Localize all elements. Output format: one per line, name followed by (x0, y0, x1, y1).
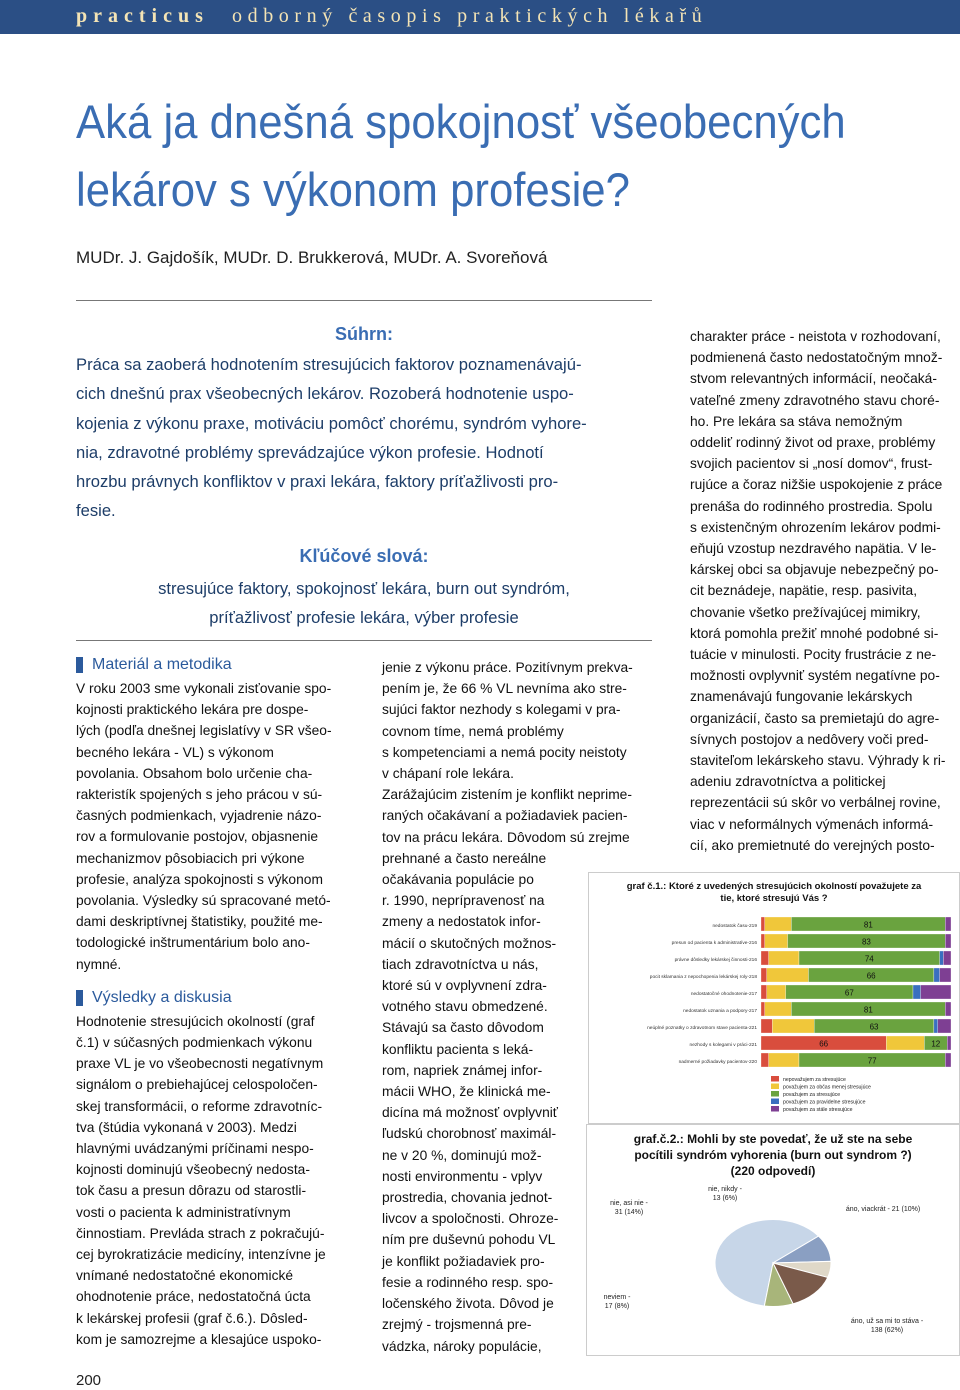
data-label: 63 (869, 1022, 879, 1032)
body-line: podmienená často nedostatočným množ- (690, 350, 943, 366)
body-line: kom je samozrejme a klesajúce uspoko- (76, 1331, 322, 1347)
category-label: nedostatok času-219 (712, 924, 757, 929)
bar-segment (761, 951, 769, 965)
divider-bottom (76, 640, 652, 641)
body-line: tov na prácu lekára. Dôvodom sú zrejme (382, 829, 630, 845)
legend-label: považujem za pravidelne stresujúce (783, 1099, 866, 1106)
abstract-line: nia, zdravotné problémy sprevádzajúce výkon profesie. Hodnotí (76, 442, 544, 462)
bar-segment (945, 934, 951, 948)
data-label: 66 (819, 1039, 829, 1049)
article-title (76, 88, 894, 224)
title-line-1: Aká ja dnešná spokojnosť všeobecných (76, 95, 846, 148)
body-line: Stávajú sa často dôvodom (382, 1020, 544, 1036)
body-line: signálom o prebiehajúcej celospoločen- (76, 1077, 318, 1093)
bar-segment (765, 1002, 792, 1016)
chart-title: graf.č.2.: Mohli by ste povedať, že už ste na sebe (633, 1132, 913, 1146)
abstract-line: kojenia z výkonu praxe, motiváciu pomôcť chorému, syndróm vyhore- (76, 413, 587, 433)
body-line: eňujú vzostup nezdravého napätia. V le- (690, 541, 937, 557)
body-line: rov a formulovanie postojov, objasnenie (76, 829, 319, 845)
body-line: vádzka, nároky populácie, (382, 1338, 542, 1354)
body-line: kárskej obci sa objavuje nebezpečný po- (690, 562, 939, 578)
pie-label: 138 (62%) (870, 1327, 904, 1334)
pie-label: nie, asi nie - (610, 1200, 648, 1207)
bar-segment (938, 1019, 951, 1033)
body-line: viac v neformálnych výmenách informá- (690, 816, 934, 832)
pie-label: 17 (8%) (604, 1303, 630, 1310)
body-line: charakter práce - neistota v rozhodovaní, (690, 329, 941, 344)
section-heading-materials: Materiál a metodika (76, 654, 366, 676)
body-line: s existenčným ohrozením lekárov podmi- (690, 519, 941, 535)
body-line: sívnych postojov a nedôvery voči pred- (690, 731, 929, 747)
category-label: nezhody s kolegami v práci-221 (689, 1043, 757, 1048)
bar-segment (761, 1002, 765, 1016)
body-line: hlavnými uvádzanými príčinami nespo- (76, 1141, 314, 1157)
body-line: činnostiam. Prevláda strach z pokračujú- (76, 1225, 325, 1241)
body-line: rom, napriek známej infor- (382, 1062, 543, 1078)
body-line: možnosti ovplyvniť systém negatívne po- (690, 668, 940, 684)
figure-1 (588, 872, 960, 1124)
body-line: mechanizmov pôsobiacich pri výkone (76, 850, 305, 866)
bar-segment (940, 968, 951, 982)
body-line: ne v 20 %, dominujú mož- (382, 1147, 542, 1163)
body-line: znamenávajú fungovanie lekárskych (690, 689, 913, 705)
journal-header (0, 0, 960, 34)
body-line: profesie, analýza spokojnosti s výkonom (76, 871, 323, 887)
body-line: chovanie všetko prežívajúcej mimikry, (690, 604, 921, 620)
bar-segment (761, 1053, 769, 1067)
column-3 (690, 326, 958, 856)
data-label: 74 (864, 954, 874, 964)
body-line: cej byrokratizácie medicíny, intenzívne je (76, 1247, 326, 1263)
body-line: zmeny a nedostatok infor- (382, 914, 541, 930)
keywords-line: stresujúce faktory, spokojnosť lekára, burn out syndróm, (158, 579, 570, 598)
abstract-text (76, 350, 652, 526)
body-line: ločenského života. Dôvod je (382, 1296, 554, 1312)
body-line: V roku 2003 sme vykonali zisťovanie spo- (76, 681, 332, 696)
body-line: reprezentácii sú skôr vo verbálnej rovine, (690, 795, 941, 811)
bar-segment (767, 985, 786, 999)
body-line: praxe VL je vo všeobecnosti negatívnym (76, 1056, 324, 1072)
figure-2-chart (587, 1125, 959, 1355)
body-line: fesie a rodinného resp. spo- (382, 1274, 554, 1290)
abstract-heading: Súhrn: (335, 324, 393, 344)
body-line: tva (štúdia vykonaná v 2003). Medzi (76, 1119, 297, 1135)
body-line: cií, ako premietnuté do verejných posto- (690, 837, 935, 853)
body-line: jenie z výkonu práce. Pozitívnym prekva- (382, 660, 633, 675)
body-line: organizácií, často sa premietajú do agre- (690, 710, 940, 726)
body-line: v chápaní role lekára. (382, 766, 514, 782)
bar-segment (761, 934, 765, 948)
body-line: je konflikt požiadaviek pro- (382, 1253, 545, 1269)
body-line: prostredia, chovania jednot- (382, 1190, 553, 1206)
authors: MUDr. J. Gajdošík, MUDr. D. Brukkerová, MUDr. A. Svoreňová (76, 248, 548, 267)
abstract-line: hrozbu právnych konfliktov v praxi lekára, faktory príťažlivosti pro- (76, 472, 559, 492)
body-line: adeniu zdravotníctva a politickej (690, 774, 886, 790)
body-line: zrejmý - trojsmenná pre- (382, 1317, 532, 1333)
bar-segment (913, 985, 921, 999)
title-line-2: lekárov s výkonom profesie? (76, 163, 630, 216)
body-line: ľudskú chorobnosť maximál- (382, 1126, 557, 1142)
bar-segment (761, 1019, 772, 1033)
bar-segment (769, 951, 799, 965)
category-label: presun od pacienta k administratíve-216 (671, 941, 757, 946)
body-line: lých (podľa dnešnej legislatívy v SR všeo- (76, 723, 332, 739)
body-line: tiach zdravotníctva u nás, (382, 956, 539, 972)
legend-label: považujem za stále stresujúce (783, 1107, 853, 1113)
keywords-heading: Kľúčové slová: (299, 546, 429, 566)
page-number: 200 (76, 1372, 102, 1389)
section-heading-results: Výsledky a diskusia (76, 987, 366, 1009)
body-line: dami deskriptívnej štatistiky, použité me- (76, 914, 323, 930)
legend-label: považujem za stresujúce (783, 1092, 841, 1098)
body-line: svojich pacientov si „nosí domov“, frust- (690, 456, 933, 472)
body-line: k lekárskej profesii (graf č.6.). Dôsled- (76, 1310, 308, 1326)
chart-title: (220 odpovedí) (730, 1164, 816, 1178)
chart-title: tie, ktoré stresujú Vás ? (720, 893, 828, 904)
bar-segment (772, 1019, 814, 1033)
pie-label: neviem - (603, 1294, 631, 1301)
body-line: konfliktu pacienta s leká- (382, 1041, 534, 1057)
pie-label: áno, viackrát - 21 (10%) (845, 1206, 921, 1213)
body-line: vateľné zmeny zdravotného stavu choré- (690, 392, 940, 408)
abstract-line: Práca sa zaoberá hodnotením stresujúcich faktorov poznamenávajú- (76, 355, 582, 374)
body-line: nymné. (76, 956, 122, 972)
body-line: č.1) v súčasných podmienkach výkonu (76, 1035, 313, 1051)
body-line: Hodnotenie stresujúcich okolností (graf (76, 1013, 315, 1029)
body-line: ohodnotenie práce, nedostatočná úcta (76, 1289, 311, 1305)
bar-segment (934, 1019, 938, 1033)
bar-segment (767, 968, 809, 982)
column-1 (76, 654, 366, 1350)
body-line: tuácie v minulosti. Pocity frustrácie z ne- (690, 647, 937, 663)
section-body-materials (76, 678, 366, 975)
body-line: ktorá pomohla prežiť mnohé podobné si- (690, 625, 939, 641)
body-line: ho. Pre lekára sa stáva nemožným (690, 413, 903, 429)
category-label: nedostatočné ohodnotenie-217 (690, 992, 757, 997)
bar-segment (943, 951, 951, 965)
category-label: právne dôsledky lekárskej činnosti-216 (674, 958, 757, 963)
pie-label: 31 (14%) (614, 1209, 644, 1216)
body-line: oddeliť rodinný život od praxe, problémy (690, 435, 936, 451)
body-line: pením je, že 66 % VL nevníma ako stre- (382, 681, 627, 697)
body-line: staviteľom lekárskeho stavu. Výhrady k ri- (690, 753, 946, 769)
figure-1-chart (589, 873, 959, 1123)
bar-segment (761, 968, 767, 982)
pie-label: 13 (6%) (712, 1195, 738, 1202)
bar-segment (945, 917, 951, 931)
data-label: 66 (866, 971, 876, 981)
body-line: kojnosti praktického lekára pre dospe- (76, 702, 309, 718)
data-label: 81 (863, 1005, 873, 1015)
body-line: očakávania populácie po (382, 872, 534, 888)
data-label: 83 (861, 937, 871, 947)
bar-segment (769, 1053, 799, 1067)
body-line: rakteristík spojených s jeho prácou v sú- (76, 787, 323, 803)
pie-label: áno, už sa mi to stáva - (850, 1318, 924, 1325)
body-line: r. 1990, neprípravenosť na (382, 893, 545, 909)
body-line: rujúce a čoraz nižšie uspokojenie z práce (690, 477, 943, 493)
body-line: povolania. Obsahom bolo určenie cha- (76, 765, 313, 781)
legend-label: považujem za občas menej stresujúce (783, 1084, 871, 1091)
body-line: s kompetenciami a nemá pocity neistoty (382, 744, 627, 760)
section-body-results (76, 1011, 366, 1350)
body-line: cit beznádeje, napätie, resp. pasivita, (690, 583, 918, 599)
bar-segment (761, 985, 767, 999)
data-label: 81 (863, 920, 873, 930)
body-line: votného stavu obmedzené. (382, 999, 548, 1015)
body-line: dicína má možnosť ovplyvniť (382, 1105, 558, 1121)
bar-segment (765, 917, 792, 931)
legend-label: nepovažujem za stresujúce (783, 1077, 846, 1083)
body-line: becného lekára - VL) s výkonom (76, 744, 274, 760)
bar-segment (921, 985, 951, 999)
keywords-text (76, 574, 652, 632)
bar-segment (886, 1036, 924, 1050)
category-label: nedostatok uznania a podpory-217 (683, 1009, 757, 1014)
data-label: 77 (867, 1056, 877, 1066)
legend-swatch (771, 1099, 779, 1105)
body-line: vosti o pacienta k administratívnym (76, 1204, 291, 1220)
bar-segment (945, 1002, 951, 1016)
pie-label: nie, nikdy - (708, 1186, 742, 1193)
body-line: prehnané a často nereálne (382, 850, 547, 866)
figure-2 (586, 1124, 960, 1356)
bar-segment (945, 1053, 951, 1067)
body-line: raných očakávaní a požiadaviek pacien- (382, 808, 628, 824)
body-line: časných podmienkach, vyjadrenie názo- (76, 808, 322, 824)
data-label: 12 (931, 1039, 941, 1049)
body-line: sujúci faktor nezhody s kolegami v pra- (382, 702, 621, 718)
body-line: mácií o skutočných možnos- (382, 935, 557, 951)
body-line: ktoré sú v ovplyvnení zdra- (382, 978, 547, 994)
bar-segment (940, 951, 944, 965)
body-line: skej transformácii, o reforme zdravotníc- (76, 1098, 323, 1114)
data-label: 67 (844, 988, 854, 998)
bar-segment (765, 934, 788, 948)
body-line: vnímané nedostatočné ekonomické (76, 1268, 294, 1284)
category-label: pocit sklamania z nepochopenia lekárskej roly-218 (649, 975, 757, 980)
body-line: tok času a presun dôrazu od starostli- (76, 1183, 307, 1199)
body-line: ním pre duševnú pohodu VL (382, 1232, 556, 1248)
body-line: todologické inštrumentárium bolo ano- (76, 935, 310, 951)
category-label: nadmerné požiadavky pacientov-220 (678, 1060, 757, 1065)
abstract-line: cich dnešnú prax všeobecných lekárov. Rozoberá hodnotenie uspo- (76, 384, 574, 404)
legend-swatch (771, 1076, 779, 1082)
chart-title: pocítili syndróm vyhorenia (burn out syndrom ?) (634, 1148, 912, 1162)
body-line: stvom relevantných informácií, neočaká- (690, 371, 937, 387)
journal-name: practicus (76, 5, 209, 27)
body-line: livcov a spoločnosti. Ohroze- (382, 1211, 559, 1227)
body-line: povolania. Výsledky sú spracované metó- (76, 893, 331, 909)
bar-segment (947, 1036, 951, 1050)
bar-segment (934, 968, 940, 982)
chart-title: graf č.1.: Ktoré z uvedených stresujúcich okolností považujete za (626, 881, 922, 892)
body-line: kojnosti dominujú všeobecný nedosta- (76, 1162, 310, 1178)
body-line: nosti environmentu - vplyv (382, 1168, 543, 1184)
divider-top (76, 300, 652, 301)
bar-segment (761, 917, 765, 931)
body-line: covnom tíme, nemá problémy (382, 723, 564, 739)
legend-swatch (771, 1091, 779, 1097)
journal-subtitle: odborný časopis praktických lékařů (232, 5, 708, 27)
body-line: Zarážajúcim zistením je konflikt neprime- (382, 787, 632, 803)
abstract-line: fesie. (76, 501, 116, 521)
keywords-line: príťažlivosť profesie lekára, výber profesie (209, 608, 519, 627)
legend-swatch (771, 1106, 779, 1112)
category-label: neúplné poznatky o zdravotnom stave pacienta-221 (647, 1026, 757, 1031)
body-line: prenáša do rodinného prostredia. Spolu (690, 498, 933, 514)
legend-swatch (771, 1084, 779, 1090)
body-line: mácii WHO, že klinická me- (382, 1084, 551, 1100)
